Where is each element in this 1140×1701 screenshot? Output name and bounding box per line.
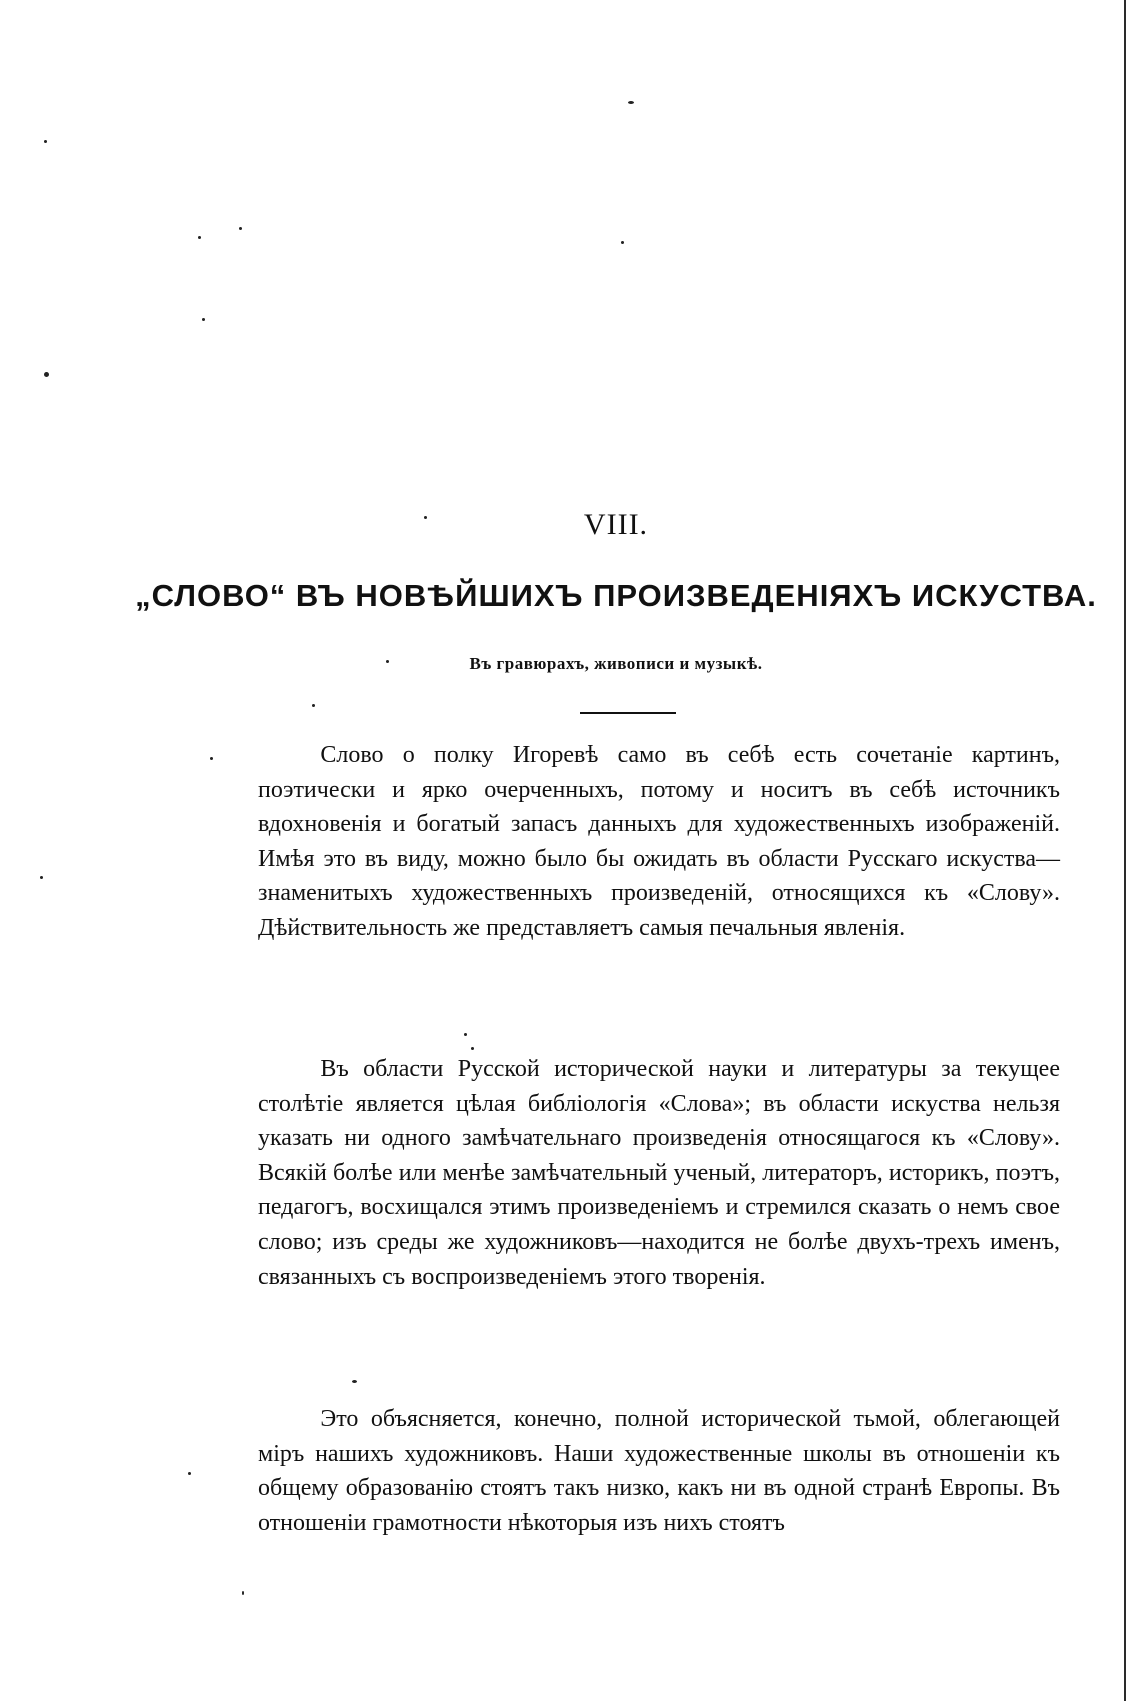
paragraph-text: Это объясняется, конечно, полной исторической тьмой, облегающей міръ нашихъ художниковъ. Наши художественные школы въ отношеніи къ общему образованію стоятъ такъ низко, какъ ни въ одной странѣ Европы. Въ отношеніи грамотности нѣкоторыя изъ нихъ стоятъ xyxy=(258,1406,1060,1536)
body-paragraph-3 xyxy=(258,1402,1060,1540)
scan-speck xyxy=(210,757,213,760)
scan-speck xyxy=(40,876,43,879)
section-divider xyxy=(580,712,676,714)
scan-speck xyxy=(198,236,201,239)
scan-speck xyxy=(464,1033,467,1036)
chapter-title: „СЛОВО“ ВЪ НОВѢЙШИХЪ ПРОИЗВЕДЕНІЯХЪ ИСКУСТВА. xyxy=(135,578,1097,613)
page-edge-line xyxy=(1124,0,1126,1701)
scan-speck xyxy=(239,227,242,230)
scan-speck xyxy=(242,1591,244,1595)
paragraph-text: Слово о полку Игоревѣ само въ себѣ есть сочетаніе картинъ, поэтически и ярко очерченныхъ, потому и носитъ въ себѣ источникъ вдохновенія и богатый запасъ данныхъ для художественныхъ изображеній. Имѣя это въ виду, можно было бы ожидать въ области Русскаго искуства—знаменитыхъ художественныхъ произведеній, относящихся къ «Слову». Дѣйствительность же представляетъ самыя печальныя явленія. xyxy=(258,742,1060,941)
scan-speck xyxy=(188,1472,191,1475)
scan-speck xyxy=(44,140,47,143)
scan-speck xyxy=(628,101,634,104)
scan-speck xyxy=(621,241,624,244)
body-paragraph-2 xyxy=(258,1052,1060,1294)
scan-speck xyxy=(44,372,49,377)
chapter-subtitle: Въ гравюрахъ, живописи и музыкѣ. xyxy=(469,654,763,673)
scan-speck xyxy=(202,318,205,321)
paragraph-text: Въ области Русской исторической науки и литературы за текущее столѣтіе является цѣлая библіологія «Слова»; въ области искуства нельзя указать ни одного замѣчательнаго произведенія относящагося къ «Слову». Всякій болѣе или менѣе замѣчательный ученый, литераторъ, историкъ, поэтъ, педагогъ, восхищался этимъ произведеніемъ и стремился сказать о немъ свое слово; изъ среды же художниковъ—находится не болѣе двухъ-трехъ именъ, связанныхъ съ воспроизведеніемъ этого творенія. xyxy=(258,1056,1060,1290)
scan-speck xyxy=(471,1047,474,1050)
scan-speck xyxy=(352,1380,357,1383)
body-paragraph-1 xyxy=(258,738,1060,946)
scan-speck xyxy=(312,704,315,707)
chapter-number: VIII. xyxy=(583,508,649,541)
